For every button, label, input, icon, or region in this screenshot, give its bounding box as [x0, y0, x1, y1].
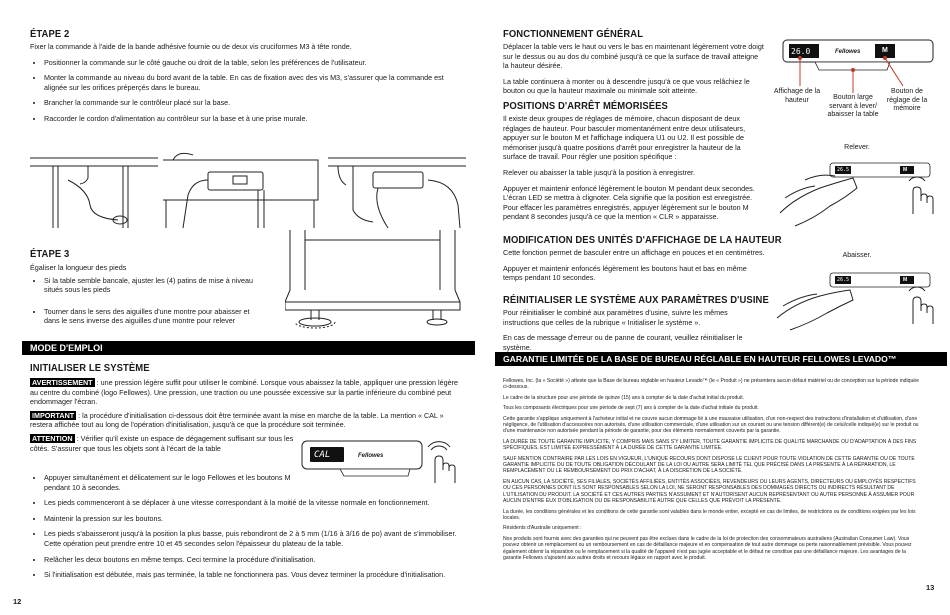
paragraph: Relever ou abaisser la table jusqu'à la position à enregistrer.	[503, 167, 695, 177]
controller-install-drawing	[28, 150, 468, 230]
attention-tag: ATTENTION	[32, 433, 73, 443]
step2-illustrations	[28, 150, 468, 230]
paragraph: Fellowes, Inc. (la « Société ») atteste que la Base de bureau réglable en hauteur Levado™ (le « Produit ») ne présentera aucun défaut matériel ou de conception sur la période indiquée ci-dessous.	[503, 378, 919, 391]
memo-title: POSITIONS D'ARRÊT MÉMORISÉES	[503, 100, 668, 112]
step3-body	[30, 263, 262, 332]
paragraph: Appuyer et maintenir enfoncés légèrement les boutons haut et bas en même temps pendant 10 secondes.	[503, 263, 747, 283]
paragraph: Il existe deux groupes de réglages de mémoire, chacun disposant de deux réglages de hauteur. Pour basculer momentanément entre deux utilisateurs, appuyer sur le bouton M et l'affichage indiquera U1 ou U2. Il est possible de mémoriser jusqu'à quatre positions d'arrêt pour enregistrer la hauteur de la surface de travail. Pour régler une position spécifique :	[503, 114, 746, 162]
paragraph: Nos produits sont fournis avec des garanties qui ne peuvent pas être exclues dans le cadre de la loi de protection des consommateurs australiens (Australian Consumer Law). Vous pouvez obtenir un remplacement ou un remboursement en cas de défaillance majeure et en compensation de tout autre dommage ou perte raisonnablement prévisible. Vous pouvez également obtenir la réparation ou le remplacement si la qualité de l'appareil n'est pas jugée acceptable et le défaut ne constitue pas une défaillance majeure. Les avantages de la garantie Fellowes s'ajoutent aux autres droits et recours légaux en rapport avec le produit.	[503, 535, 912, 561]
step2-intro: Fixer la commande à l'aide de la bande adhésive fournie ou de deux vis cruciformes M3 à tête ronde.	[30, 42, 352, 51]
paragraph: Tous les composants électriques pour une période de sept (7) ans à compter de la date d'achat initiale du produit.	[503, 405, 759, 412]
step2-body	[30, 42, 455, 130]
list-item: • Monter la commande au niveau du bord avant de la table. En cas de fixation avec des vis M3, s'assurer que la commande est alignée sur les orifices préperçés dans le bureau.	[44, 73, 455, 92]
label-display: Affichage de la hauteur	[773, 88, 821, 104]
step3-title: ÉTAPE 3	[30, 248, 70, 260]
list-item: • Les pieds s'abaisseront jusqu'à la position la plus basse, puis rebondiront de 2 à 5 mm (1/16 à 3/16 de po) avant de s'immobiliser. Cette opération peut prendre entre 10 et 45 secondes selon l'épaisseur du plateau de la table.	[44, 529, 460, 548]
label-abaisser: Abaisser.	[842, 252, 872, 259]
paragraph: La durée, les conditions générales et les conditions de cette garantie sont valables dans le monde entier, excepté en cas de limites, de restrictions ou de conditions exigées par les lois locales.	[503, 508, 916, 521]
paragraph: SAUF MENTION CONTRAIRE PAR LES LOIS EN VIGUEUR, L'UNIQUE RECOURS DONT DISPOSE LE CLIENT POUR TOUTE VIOLATION DE CETTE GARANTIE OU DE TOUTE GARANTIE IMPLICITE OU DE TOUTE OBLIGATION DÉCOULANT DE LA LOI OU AUTRE SERA LIMITÉ TEL QUE PRÉCISÉ DANS LA PRÉSENTE À LA RÉPARATION, LE REMPLACEMENT OU LE REMBOURSEMENT DU PRIX D'ACHAT, À LA DISCRÉTION DE LA SOCIÉTÉ.	[503, 455, 915, 475]
paragraph: Le cadre de la structure pour une période de quinze (15) ans à compter de la date d'achat initial du produit.	[503, 394, 745, 401]
list-item: • Maintenir la pression sur les boutons.	[44, 514, 460, 524]
step3-list	[30, 276, 262, 326]
paragraph: EN AUCUN CAS, LA SOCIÉTÉ, SES FILIALES, SOCIÉTÉS AFFILIÉES, ENTITÉS ASSOCIÉES, REVENDEURS OU LEURS AGENTS, DIRECTEURS OU EMPLOYÉS RESPECTIFS OU CES PERSONNES DONT ILS SONT RESPONSABLES SELON LA LOI, NE SERONT RESPONSABLES DES DOMMAGES DIRECTS OU INDIRECTS RÉSULTANT DE L'UTILISATION DU PRODUIT. LA SOCIÉTÉ ET CES AUTRES PARTIES N'ASSUMENT ET N'AUTORISENT AUCUN REPRÉSENTANT OU AUTRE PERSONNE À ASSUMER POUR AUCUN D'ENTRE EUX D'OBLIGATION OU DE RESPONSABILITÉ AUTRE QUE CELLES QUE PRÉVOIT LA PRÉSENTE.	[503, 478, 916, 505]
handset-figures	[775, 38, 935, 348]
important-text: : la procédure d'initialisation ci-dessous doit être terminée avant la mise en marche de la table. La mention « CAL » restera affichée tout au long de l'opération d'initialisation, jusqu'à ce que la procédure soit terminée.	[30, 410, 444, 430]
modif-body	[503, 248, 765, 289]
warranty-body	[503, 378, 923, 565]
label-relever: Relever.	[844, 144, 870, 151]
list-item: • Appuyer simultanément et délicatement sur le logo Fellowes et les boutons M pendant 10 à secondes.	[44, 473, 309, 492]
label-lift-button: Bouton large servant à lever/ abaisser la table	[827, 94, 879, 118]
cal-display: CAL	[314, 450, 331, 460]
list-item: • Si l'initialisation est débutée, mais pas terminée, la table ne fonctionnera pas. Vous devez terminer la procédure d'initialisation.	[44, 570, 460, 580]
init-steps	[30, 473, 460, 586]
paragraph: Résidents d'Australie uniquement :	[503, 525, 582, 532]
paragraph: Cette fonction permet de basculer entre un affichage en pouces et en centimètres.	[503, 248, 765, 257]
fonctionnement-title: FONCTIONNEMENT GÉNÉRAL	[503, 28, 644, 40]
paragraph: Déplacer la table vers le haut ou vers le bas en maintenant légèrement votre doigt sur le dessus ou au dos du combiné jusqu'à ce que la surface de travail atteigne la hauteur désirée.	[503, 42, 764, 71]
init-title: INITIALISER LE SYSTÈME	[30, 362, 150, 374]
step2-title: ÉTAPE 2	[30, 28, 70, 40]
leveling-foot-illustration	[285, 230, 465, 340]
page-number-right: 13	[926, 583, 935, 592]
m-button-label-down: M	[903, 277, 908, 283]
attention-note	[30, 434, 300, 453]
m-button-label: M	[882, 47, 888, 54]
label-memory-button: Bouton de réglage de la mémoire	[886, 88, 928, 112]
paragraph: La table continuera à monter ou à descendre jusqu'à ce que vous relâchiez le bouton ou que la hauteur maximale ou minimale soit atteinte.	[503, 76, 750, 96]
important-tag: IMPORTANT	[32, 410, 75, 420]
small-display-up: 26.5	[837, 167, 850, 173]
warning-tag: AVERTISSEMENT	[32, 378, 93, 387]
list-item: • Positionner la commande sur le côté gauche ou droit de la table, selon les préférences de l'utilisateur.	[44, 58, 455, 68]
m-button-label-up: M	[903, 167, 908, 173]
list-item: • Brancher la commande sur le contrôleur placé sur la base.	[44, 98, 455, 108]
paragraph: Pour réinitialiser le combiné aux paramètres d'usine, suivre les mêmes instructions que celles de la rubrique « Initialiser le système ».	[503, 308, 728, 327]
small-display-down: 26.5	[837, 277, 850, 283]
mode-emploi-bar: MODE D'EMPLOI	[22, 341, 475, 355]
height-display: 26.0	[791, 47, 811, 56]
fonctionnement-body	[503, 42, 765, 102]
list-item: • Les pieds commenceront à se déplacer à une vitesse correspondant à la moitié de la vitesse normale en fonctionnement.	[44, 498, 460, 508]
paragraph: Appuyer et maintenir enfoncé légèrement le bouton M pendant deux secondes. L'écran LED se mettra à clignoter. Cela signifie que la position est enregistrée. Pour effacer les paramètres enregistrés, appuyer légèrement sur le bouton M pendant 8 secondes jusqu'à ce que la mention « CLR » apparaisse.	[503, 183, 755, 222]
init-list	[30, 473, 460, 580]
important-note	[30, 411, 460, 430]
fellowes-logo: Fellowes	[835, 49, 861, 55]
reset-body	[503, 308, 765, 358]
paragraph: LA DURÉE DE TOUTE GARANTIE IMPLICITE, Y COMPRIS MAIS SANS S'Y LIMITER, TOUTE GARANTIE IMPLICITE DE QUALITÉ MARCHANDE OU D'ADAPTATION À DES FINS SPÉCIFIQUES, EST LIMITÉE EXPRESSÉMENT À LA DURÉE DE CETTE GARANTIE LIMITÉE.	[503, 438, 917, 452]
paragraph: En cas de message d'erreur ou de panne de courant, veuillez réinitialiser le système.	[503, 333, 743, 352]
list-item: • Tourner dans le sens des aiguilles d'une montre pour abaisser et dans le sens inverse des aiguilles d'une montre pour relever	[44, 307, 262, 326]
page-number-left: 12	[13, 597, 22, 606]
list-item: • Relâcher les deux boutons en même temps. Ceci termine la procédure d'initialisation.	[44, 555, 460, 565]
attention-text: : Vérifier qu'il existe un espace de dégagement suffisant sur tous les côtés. S'assurer que tous les objets sont à l'écart de la table	[30, 433, 294, 453]
warning-note	[30, 378, 460, 407]
fellowes-logo: Fellowes	[358, 453, 384, 459]
paragraph: Cette garantie s'applique uniquement à l'acheteur initial et ne couvre aucun dommage lié à une mauvaise utilisation, d'un non-respect des instructions d'installation et d'utilisation, d'une négligence, de l'utilisation d'accessoires non autorisés, d'une utilisation commerciale, d'une utilisation sur un courant ou une tension différent(e) de celui/celle indiqué(e) sur le produit ou d'une maintenance non autorisée pendant la période de garantie, pour des éléments normalement couverts par la garantie.	[503, 415, 919, 435]
modif-title: MODIFICATION DES UNITÉS D'AFFICHAGE DE LA HAUTEUR	[503, 234, 782, 246]
list-item: • Raccorder le cordon d'alimentation au contrôleur sur la base et à une prise murale.	[44, 114, 455, 124]
leg-foot-drawing	[285, 230, 465, 340]
list-item: • Si la table semble bancale, ajuster les (4) patins de mise à niveau situés sous les pieds	[44, 276, 262, 295]
warranty-bar: GARANTIE LIMITÉE DE LA BASE DE BUREAU RÉGLABLE EN HAUTEUR FELLOWES LEVADO™	[495, 352, 947, 366]
step3-intro: Égaliser la longueur des pieds	[30, 263, 127, 272]
warning-text: : une pression légère suffit pour utiliser le combiné. Lorsque vous abaissez la table, appliquer une pression légère au centre du combiné (logo Fellowes). Une pression, une traction ou une poussée excessive sur la partie inférieure du combiné peut endommager l'écran.	[30, 378, 459, 407]
memo-body	[503, 114, 765, 228]
reset-title: RÉINITIALISER LE SYSTÈME AUX PARAMÈTRES D'USINE	[503, 294, 769, 306]
step2-list	[30, 58, 455, 124]
